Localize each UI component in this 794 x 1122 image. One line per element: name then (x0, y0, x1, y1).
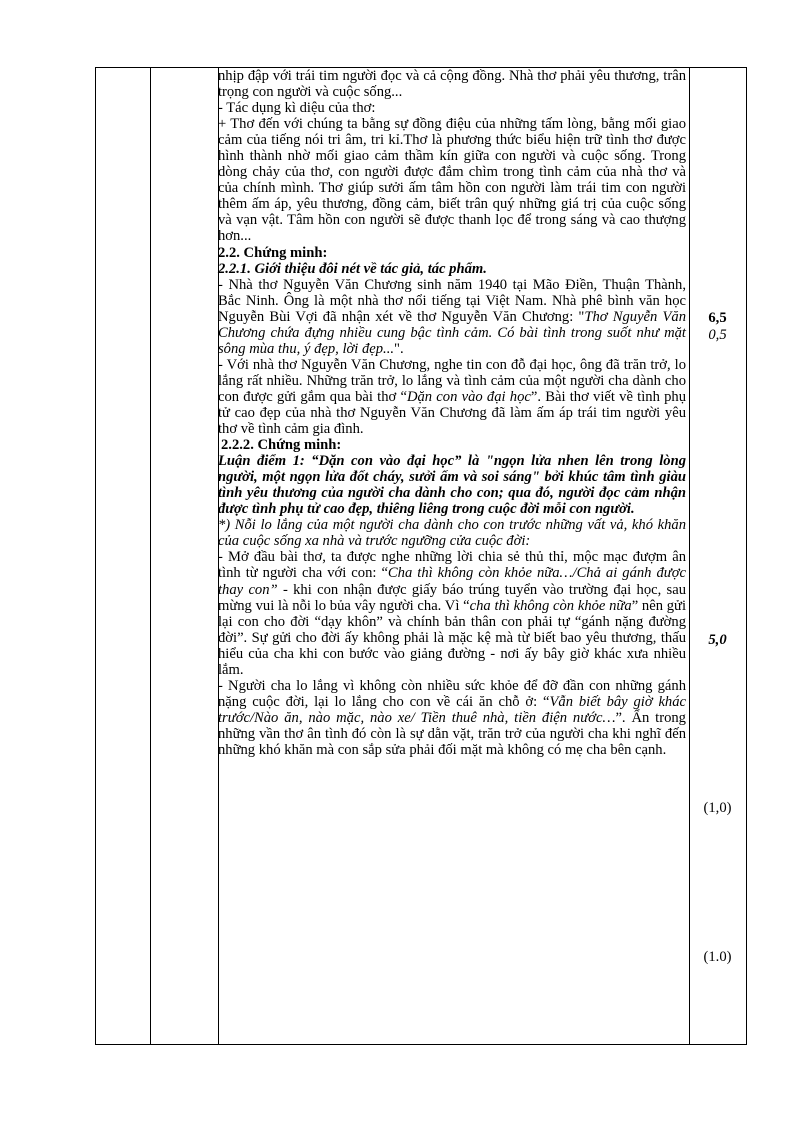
score-total: 6,5 (708, 310, 727, 326)
table-divider-1 (150, 67, 151, 1045)
table-border-right (746, 67, 747, 1045)
section-heading: 2.2. Chứng minh: (218, 244, 328, 261)
score-point-1: (1,0) (703, 800, 732, 816)
point-heading: *) Nỗi lo lắng của một người cha dành cho con trước những vất vả, khó khăn của cuộc sống xa nhà và trước ngưỡng cửa cuộc đời: (218, 517, 686, 550)
argument-heading: Luận điểm 1: “Dặn con vào đại học” là "ngọn lửa nhen lên trong lòng người, một ngọn lửa đốt cháy, sưởi ấm và soi sáng" bởi khúc tâm tình giàu tình yêu thương của người cha dành cho con; qua đó, người đọc cảm nhận được tình phụ tử cao đẹp, thiêng liêng trong cuộc đời mỗi con người. (218, 453, 686, 518)
table-divider-3 (689, 67, 690, 1045)
paragraph: - Với nhà thơ Nguyễn Văn Chương, nghe tin con đỗ đại học, ông đã trăn trở, lo lắng rất nhiều. Những trăn trở, lo lắng và tình cảm của một người cha dành cho con được gửi gắm qua bài thơ “Dặn con vào đại học”. Bài thơ viết về tình phụ tử cao đẹp của nhà thơ Nguyễn Văn Chương đã làm ấm áp trái tim người yêu thơ về tình cảm gia đình. (218, 356, 686, 438)
answer-table (95, 67, 747, 1045)
subsection-heading: 2.2.1. Giới thiệu đôi nét về tác giả, tác phẩm. (218, 260, 487, 277)
paragraph: nhịp đập với trái tim người đọc và cả cộng đồng. Nhà thơ phải yêu thương, trân trọng con người và cuộc sống... (218, 68, 686, 101)
paragraph: + Thơ đến với chúng ta bằng sự đồng điệu của những tấm lòng, bằng mối giao cảm của tiếng nói tri âm, tri kỉ.Thơ là phương thức biểu hiện trữ tình thơ được hình thành nhờ mối giao cảm thầm kín giữa con người và cuộc sống. Trong dòng chảy của thơ, con người được đắm chìm trong tình cảm của nhà thơ và của chính mình. Thơ giúp sưởi ấm tâm hồn con người làm trái tim con người thêm ấm áp, yêu thương, đồng cảm, biết trân quý những giá trị của cuộc sống và vạn vật. Tâm hồn con người sẽ được thanh lọc để trong sáng và cao thượng hơn... (218, 116, 686, 245)
subsection-heading: 2.2.2. Chứng minh: (221, 437, 342, 454)
score-point-2: (1.0) (703, 949, 732, 965)
score-intro: 0,5 (708, 327, 727, 343)
score-argument-1: 5,0 (708, 632, 727, 648)
table-border-bottom (95, 1044, 747, 1045)
paragraph: - Nhà thơ Nguyễn Văn Chương sinh năm 1940 tại Mão Điền, Thuận Thành, Bắc Ninh. Ông là một nhà thơ nổi tiếng tại Việt Nam. Nhà phê bình văn học Nguyễn Bùi Vợi đã nhận xét về thơ Nguyễn Văn Chương: "Thơ Nguyễn Văn Chương chứa đựng nhiều cung bậc tình cảm. Có bài tình trong suốt như mặt sông mùa thu, ý đẹp, lời đẹp...". (218, 276, 686, 357)
answer-content (218, 68, 686, 758)
paragraph: - Mở đầu bài thơ, ta được nghe những lời chia sẻ thủ thỉ, mộc mạc đượm ân tình từ người cha với con: “Cha thì không còn khỏe nữa…/Chả ai gánh được thay con” - khi con nhận được giấy báo trúng tuyển vào trường đại học, sau mừng vui là nỗi lo bủa vây người cha. Vì “cha thì không còn khỏe nữa” nên gửi lại con cho đời “dạy khôn” và chính bản thân con phải tự “gánh nặng đường đời”. Sự gửi cho đời ấy không phải là mặc kệ mà từ biết bao yêu thương, thấu hiểu của cha khi con bước vào giảng đường - nơi ấy bây giờ khác xưa nhiều lắm. (218, 549, 687, 678)
table-border-left (95, 67, 96, 1045)
paragraph: - Người cha lo lắng vì không còn nhiều sức khỏe để đỡ đần con những gánh nặng cuộc đời, lại lo lắng cho con về cái ăn chỗ ở: “Vẫn biết bây giờ khác trước/Nào ăn, nào mặc, nào xe/ Tiền thuê nhà, tiền điện nước…”. Ẩn trong những vần thơ ân tình đó còn là sự dằn vặt, trăn trở của người cha khi nghĩ đến những khó khăn mà con sắp sửa phải đối mặt mà không có mẹ cha bên cạnh. (218, 677, 686, 758)
paragraph: - Tác dụng kì diệu của thơ: (218, 100, 376, 117)
